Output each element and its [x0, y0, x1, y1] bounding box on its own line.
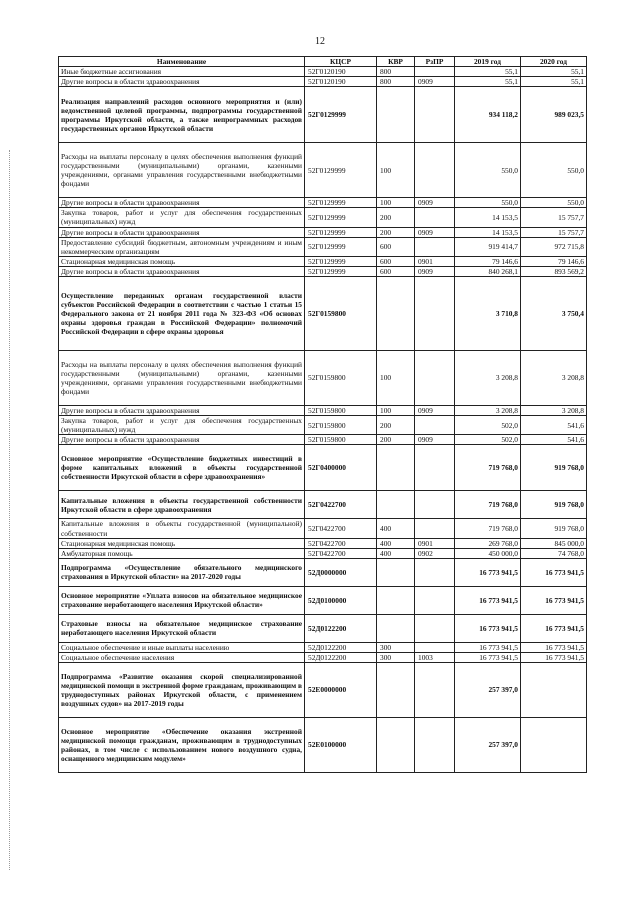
- cell-kvr: [377, 662, 415, 717]
- cell-2020: 893 569,2: [521, 266, 587, 276]
- cell-kvr: 100: [377, 198, 415, 208]
- cell-name: Иные бюджетные ассигнования: [59, 67, 305, 77]
- table-row: [59, 67, 587, 77]
- cell-kcsr: 52Д0122200: [305, 614, 377, 642]
- cell-kcsr: 52Г0159800: [305, 351, 377, 406]
- cell-kcsr: 52Г0422700: [305, 548, 377, 558]
- cell-rzpr: [415, 614, 455, 642]
- cell-2020: 919 768,0: [521, 491, 587, 519]
- table-row: [59, 266, 587, 276]
- cell-2019: 502,0: [455, 416, 521, 435]
- cell-name: Осуществление переданных органам государственной власти субъектов Российской Федерации в соответствии с частью 1 статьи 15 Федерального закона от 21 ноября 2011 года № 323-ФЗ «Об основах охраны здоровья граждан в Российской Федерации» полномочий Российской Федерации в сфере охраны здоровья: [59, 277, 305, 351]
- cell-kcsr: 52Д0122200: [305, 652, 377, 662]
- cell-rzpr: [415, 519, 455, 538]
- cell-name: Стационарная медицинская помощь: [59, 256, 305, 266]
- cell-kvr: 800: [377, 67, 415, 77]
- header-rzpr: РзПР: [415, 57, 455, 67]
- table-row: [59, 586, 587, 614]
- cell-2020: [521, 717, 587, 772]
- table-row: [59, 256, 587, 266]
- cell-2019: 79 146,6: [455, 256, 521, 266]
- cell-2019: 3 208,8: [455, 351, 521, 406]
- cell-kcsr: 52Г0422700: [305, 491, 377, 519]
- cell-rzpr: [415, 662, 455, 717]
- cell-name: Другие вопросы в области здравоохранения: [59, 198, 305, 208]
- cell-name: Социальное обеспечение населения: [59, 652, 305, 662]
- table-row: [59, 351, 587, 406]
- cell-rzpr: [415, 237, 455, 256]
- cell-rzpr: 0909: [415, 435, 455, 445]
- cell-2019: 14 153,5: [455, 227, 521, 237]
- cell-name: Основное мероприятие «Обеспечение оказания экстренной медицинской помощи гражданам, проживающим в труднодоступных районах, в том числе с использованием нового воздушного судна, оснащенного медицинским модулем»: [59, 717, 305, 772]
- cell-kcsr: 52Г0129999: [305, 198, 377, 208]
- cell-2020: 919 768,0: [521, 519, 587, 538]
- cell-kcsr: 52Г0129999: [305, 266, 377, 276]
- page-number: 12: [315, 36, 325, 47]
- cell-rzpr: 0909: [415, 227, 455, 237]
- cell-rzpr: [415, 277, 455, 351]
- table-row: [59, 538, 587, 548]
- cell-2020: 541,6: [521, 435, 587, 445]
- cell-2019: 16 773 941,5: [455, 614, 521, 642]
- cell-kvr: 400: [377, 548, 415, 558]
- header-kcsr: КЦСР: [305, 57, 377, 67]
- cell-name: Страховые взносы на обязательное медицинское страхование неработающего населения Иркутской области: [59, 614, 305, 642]
- table-row: [59, 652, 587, 662]
- cell-2019: 719 768,0: [455, 445, 521, 491]
- cell-name: Другие вопросы в области здравоохранения: [59, 435, 305, 445]
- cell-2019: 719 768,0: [455, 519, 521, 538]
- cell-2020: 3 208,8: [521, 351, 587, 406]
- cell-name: Стационарная медицинская помощь: [59, 538, 305, 548]
- cell-kcsr: 52Г0159800: [305, 406, 377, 416]
- cell-2020: 15 757,7: [521, 208, 587, 227]
- cell-2020: 550,0: [521, 143, 587, 198]
- cell-kcsr: 52Г0120190: [305, 77, 377, 87]
- table-row: [59, 87, 587, 143]
- cell-2020: 989 023,5: [521, 87, 587, 143]
- cell-kcsr: 52Г0159800: [305, 416, 377, 435]
- cell-name: Закупка товаров, работ и услуг для обеспечения государственных (муниципальных) нужд: [59, 208, 305, 227]
- cell-2019: 16 773 941,5: [455, 558, 521, 586]
- cell-kcsr: 52Д0100000: [305, 586, 377, 614]
- cell-rzpr: [415, 208, 455, 227]
- cell-kcsr: 52Г0120190: [305, 67, 377, 77]
- cell-kvr: 600: [377, 266, 415, 276]
- cell-kcsr: 52Г0129999: [305, 256, 377, 266]
- cell-2020: 16 773 941,5: [521, 586, 587, 614]
- cell-2020: [521, 662, 587, 717]
- cell-2019: 14 153,5: [455, 208, 521, 227]
- cell-2019: 550,0: [455, 198, 521, 208]
- cell-2019: 550,0: [455, 143, 521, 198]
- cell-2019: 55,1: [455, 77, 521, 87]
- table-row: [59, 77, 587, 87]
- table-row: [59, 143, 587, 198]
- cell-rzpr: 0901: [415, 256, 455, 266]
- header-2019: 2019 год: [455, 57, 521, 67]
- cell-2020: 3 208,8: [521, 406, 587, 416]
- cell-2020: 541,6: [521, 416, 587, 435]
- cell-2020: 74 768,0: [521, 548, 587, 558]
- cell-name: Другие вопросы в области здравоохранения: [59, 77, 305, 87]
- table-row: [59, 519, 587, 538]
- cell-2020: 972 715,8: [521, 237, 587, 256]
- cell-kcsr: 52Г0400000: [305, 445, 377, 491]
- cell-name: Социальное обеспечение и иные выплаты населению: [59, 642, 305, 652]
- cell-kvr: [377, 558, 415, 586]
- cell-2019: 919 414,7: [455, 237, 521, 256]
- cell-2019: 16 773 941,5: [455, 586, 521, 614]
- cell-kvr: 100: [377, 406, 415, 416]
- cell-2019: 55,1: [455, 67, 521, 77]
- cell-2020: 16 773 941,5: [521, 642, 587, 652]
- cell-2019: 16 773 941,5: [455, 642, 521, 652]
- cell-kcsr: 52Д0000000: [305, 558, 377, 586]
- cell-2020: 79 146,6: [521, 256, 587, 266]
- table-row: [59, 198, 587, 208]
- table-body: [59, 67, 587, 773]
- cell-rzpr: [415, 143, 455, 198]
- cell-rzpr: 0901: [415, 538, 455, 548]
- table-row: [59, 227, 587, 237]
- cell-name: Амбулаторная помощь: [59, 548, 305, 558]
- cell-rzpr: [415, 445, 455, 491]
- table-row: [59, 662, 587, 717]
- cell-2019: 719 768,0: [455, 491, 521, 519]
- table-row: [59, 237, 587, 256]
- table-row: [59, 208, 587, 227]
- cell-name: Реализация направлений расходов основного мероприятия и (или) ведомственной целевой программы, подпрограммы государственной программы Иркутской области, а также непрограммных расходов государственных органов Иркутской области: [59, 87, 305, 143]
- cell-name: Закупка товаров, работ и услуг для обеспечения государственных (муниципальных) нужд: [59, 416, 305, 435]
- cell-2019: 840 268,1: [455, 266, 521, 276]
- cell-kvr: [377, 586, 415, 614]
- header-kvr: КВР: [377, 57, 415, 67]
- cell-kcsr: 52Е0000000: [305, 662, 377, 717]
- cell-name: Подпрограмма «Осуществление обязательного медицинского страхования в Иркутской области» на 2017-2020 годы: [59, 558, 305, 586]
- header-name: Наименование: [59, 57, 305, 67]
- table-row: [59, 548, 587, 558]
- cell-kvr: 200: [377, 416, 415, 435]
- cell-name: Другие вопросы в области здравоохранения: [59, 227, 305, 237]
- cell-kvr: 200: [377, 227, 415, 237]
- cell-name: Подпрограмма «Развитие оказания скорой специализированной медицинской помощи в экстренной форме гражданам, проживающим в труднодоступных районах Иркутской области, с применением воздушных судов» на 2017-2019 годы: [59, 662, 305, 717]
- cell-rzpr: 0909: [415, 406, 455, 416]
- cell-kvr: [377, 87, 415, 143]
- cell-kvr: 600: [377, 237, 415, 256]
- cell-kcsr: 52Г0129999: [305, 143, 377, 198]
- cell-kvr: 100: [377, 351, 415, 406]
- cell-name: Расходы на выплаты персоналу в целях обеспечения выполнения функций государственными (муниципальными) органами, казенными учреждениями, органами управления государственными внебюджетными фондами: [59, 143, 305, 198]
- budget-table: [58, 56, 587, 773]
- cell-2020: 55,1: [521, 67, 587, 77]
- cell-2019: 257 397,0: [455, 662, 521, 717]
- cell-rzpr: [415, 416, 455, 435]
- cell-rzpr: [415, 491, 455, 519]
- cell-name: Основное мероприятие «Осуществление бюджетных инвестиций в форме капитальных вложений в объекты государственной собственности Иркутской области в сфере здравоохранения»: [59, 445, 305, 491]
- table-row: [59, 491, 587, 519]
- cell-name: Предоставление субсидий бюджетным, автономным учреждениям и иным некоммерческим организациям: [59, 237, 305, 256]
- cell-rzpr: [415, 87, 455, 143]
- cell-kvr: 200: [377, 208, 415, 227]
- cell-kvr: 300: [377, 642, 415, 652]
- cell-rzpr: [415, 717, 455, 772]
- cell-kcsr: 52Г0422700: [305, 538, 377, 548]
- cell-kvr: [377, 445, 415, 491]
- cell-2020: 919 768,0: [521, 445, 587, 491]
- cell-kvr: 800: [377, 77, 415, 87]
- table-row: [59, 445, 587, 491]
- cell-name: Капитальные вложения в объекты государственной (муниципальной) собственности: [59, 519, 305, 538]
- cell-kvr: 200: [377, 435, 415, 445]
- cell-rzpr: [415, 67, 455, 77]
- cell-2020: 3 750,4: [521, 277, 587, 351]
- cell-2019: 3 208,8: [455, 406, 521, 416]
- cell-rzpr: 1003: [415, 652, 455, 662]
- cell-2019: 934 118,2: [455, 87, 521, 143]
- cell-name: Капитальные вложения в объекты государственной собственности Иркутской области в сфере здравоохранения: [59, 491, 305, 519]
- cell-2020: 16 773 941,5: [521, 614, 587, 642]
- table-row: [59, 277, 587, 351]
- cell-rzpr: [415, 642, 455, 652]
- table-row: [59, 614, 587, 642]
- cell-rzpr: 0902: [415, 548, 455, 558]
- cell-2019: 16 773 941,5: [455, 652, 521, 662]
- cell-kcsr: 52Д0122200: [305, 642, 377, 652]
- cell-rzpr: 0909: [415, 266, 455, 276]
- cell-kcsr: 52Г0159800: [305, 277, 377, 351]
- cell-kcsr: 52Г0422700: [305, 519, 377, 538]
- cell-name: Основное мероприятие «Уплата взносов на обязательное медицинское страхование неработающего населения Иркутской области»: [59, 586, 305, 614]
- cell-2020: 845 000,0: [521, 538, 587, 548]
- cell-kcsr: 52Г0129999: [305, 87, 377, 143]
- cell-2020: 550,0: [521, 198, 587, 208]
- cell-kvr: [377, 614, 415, 642]
- cell-kvr: [377, 491, 415, 519]
- cell-kcsr: 52Г0129999: [305, 208, 377, 227]
- cell-rzpr: [415, 558, 455, 586]
- cell-rzpr: 0909: [415, 77, 455, 87]
- cell-kvr: 400: [377, 519, 415, 538]
- cell-2019: 269 768,0: [455, 538, 521, 548]
- cell-kcsr: 52Е0100000: [305, 717, 377, 772]
- cell-2019: 450 000,0: [455, 548, 521, 558]
- table-header-row: [59, 57, 587, 67]
- table-row: [59, 642, 587, 652]
- table-row: [59, 406, 587, 416]
- cell-kvr: 300: [377, 652, 415, 662]
- cell-rzpr: [415, 351, 455, 406]
- cell-2020: 16 773 941,5: [521, 558, 587, 586]
- cell-kcsr: 52Г0159800: [305, 435, 377, 445]
- cell-2019: 502,0: [455, 435, 521, 445]
- cell-kvr: [377, 717, 415, 772]
- cell-2020: 15 757,7: [521, 227, 587, 237]
- cell-kvr: 600: [377, 256, 415, 266]
- cell-rzpr: 0909: [415, 198, 455, 208]
- cell-kvr: 100: [377, 143, 415, 198]
- cell-2019: 257 397,0: [455, 717, 521, 772]
- table-row: [59, 717, 587, 772]
- table-row: [59, 558, 587, 586]
- cell-rzpr: [415, 586, 455, 614]
- cell-2020: 16 773 941,5: [521, 652, 587, 662]
- cell-kvr: [377, 277, 415, 351]
- table-row: [59, 435, 587, 445]
- cell-name: Расходы на выплаты персоналу в целях обеспечения выполнения функций государственными (муниципальными) органами, казенными учреждениями, органами управления государственными внебюджетными фондами: [59, 351, 305, 406]
- cell-kcsr: 52Г0129999: [305, 237, 377, 256]
- cell-kvr: 400: [377, 538, 415, 548]
- header-2020: 2020 год: [521, 57, 587, 67]
- cell-2019: 3 710,8: [455, 277, 521, 351]
- table-row: [59, 416, 587, 435]
- margin-dotted-line: [9, 150, 11, 870]
- cell-name: Другие вопросы в области здравоохранения: [59, 266, 305, 276]
- cell-2020: 55,1: [521, 77, 587, 87]
- cell-kcsr: 52Г0129999: [305, 227, 377, 237]
- cell-name: Другие вопросы в области здравоохранения: [59, 406, 305, 416]
